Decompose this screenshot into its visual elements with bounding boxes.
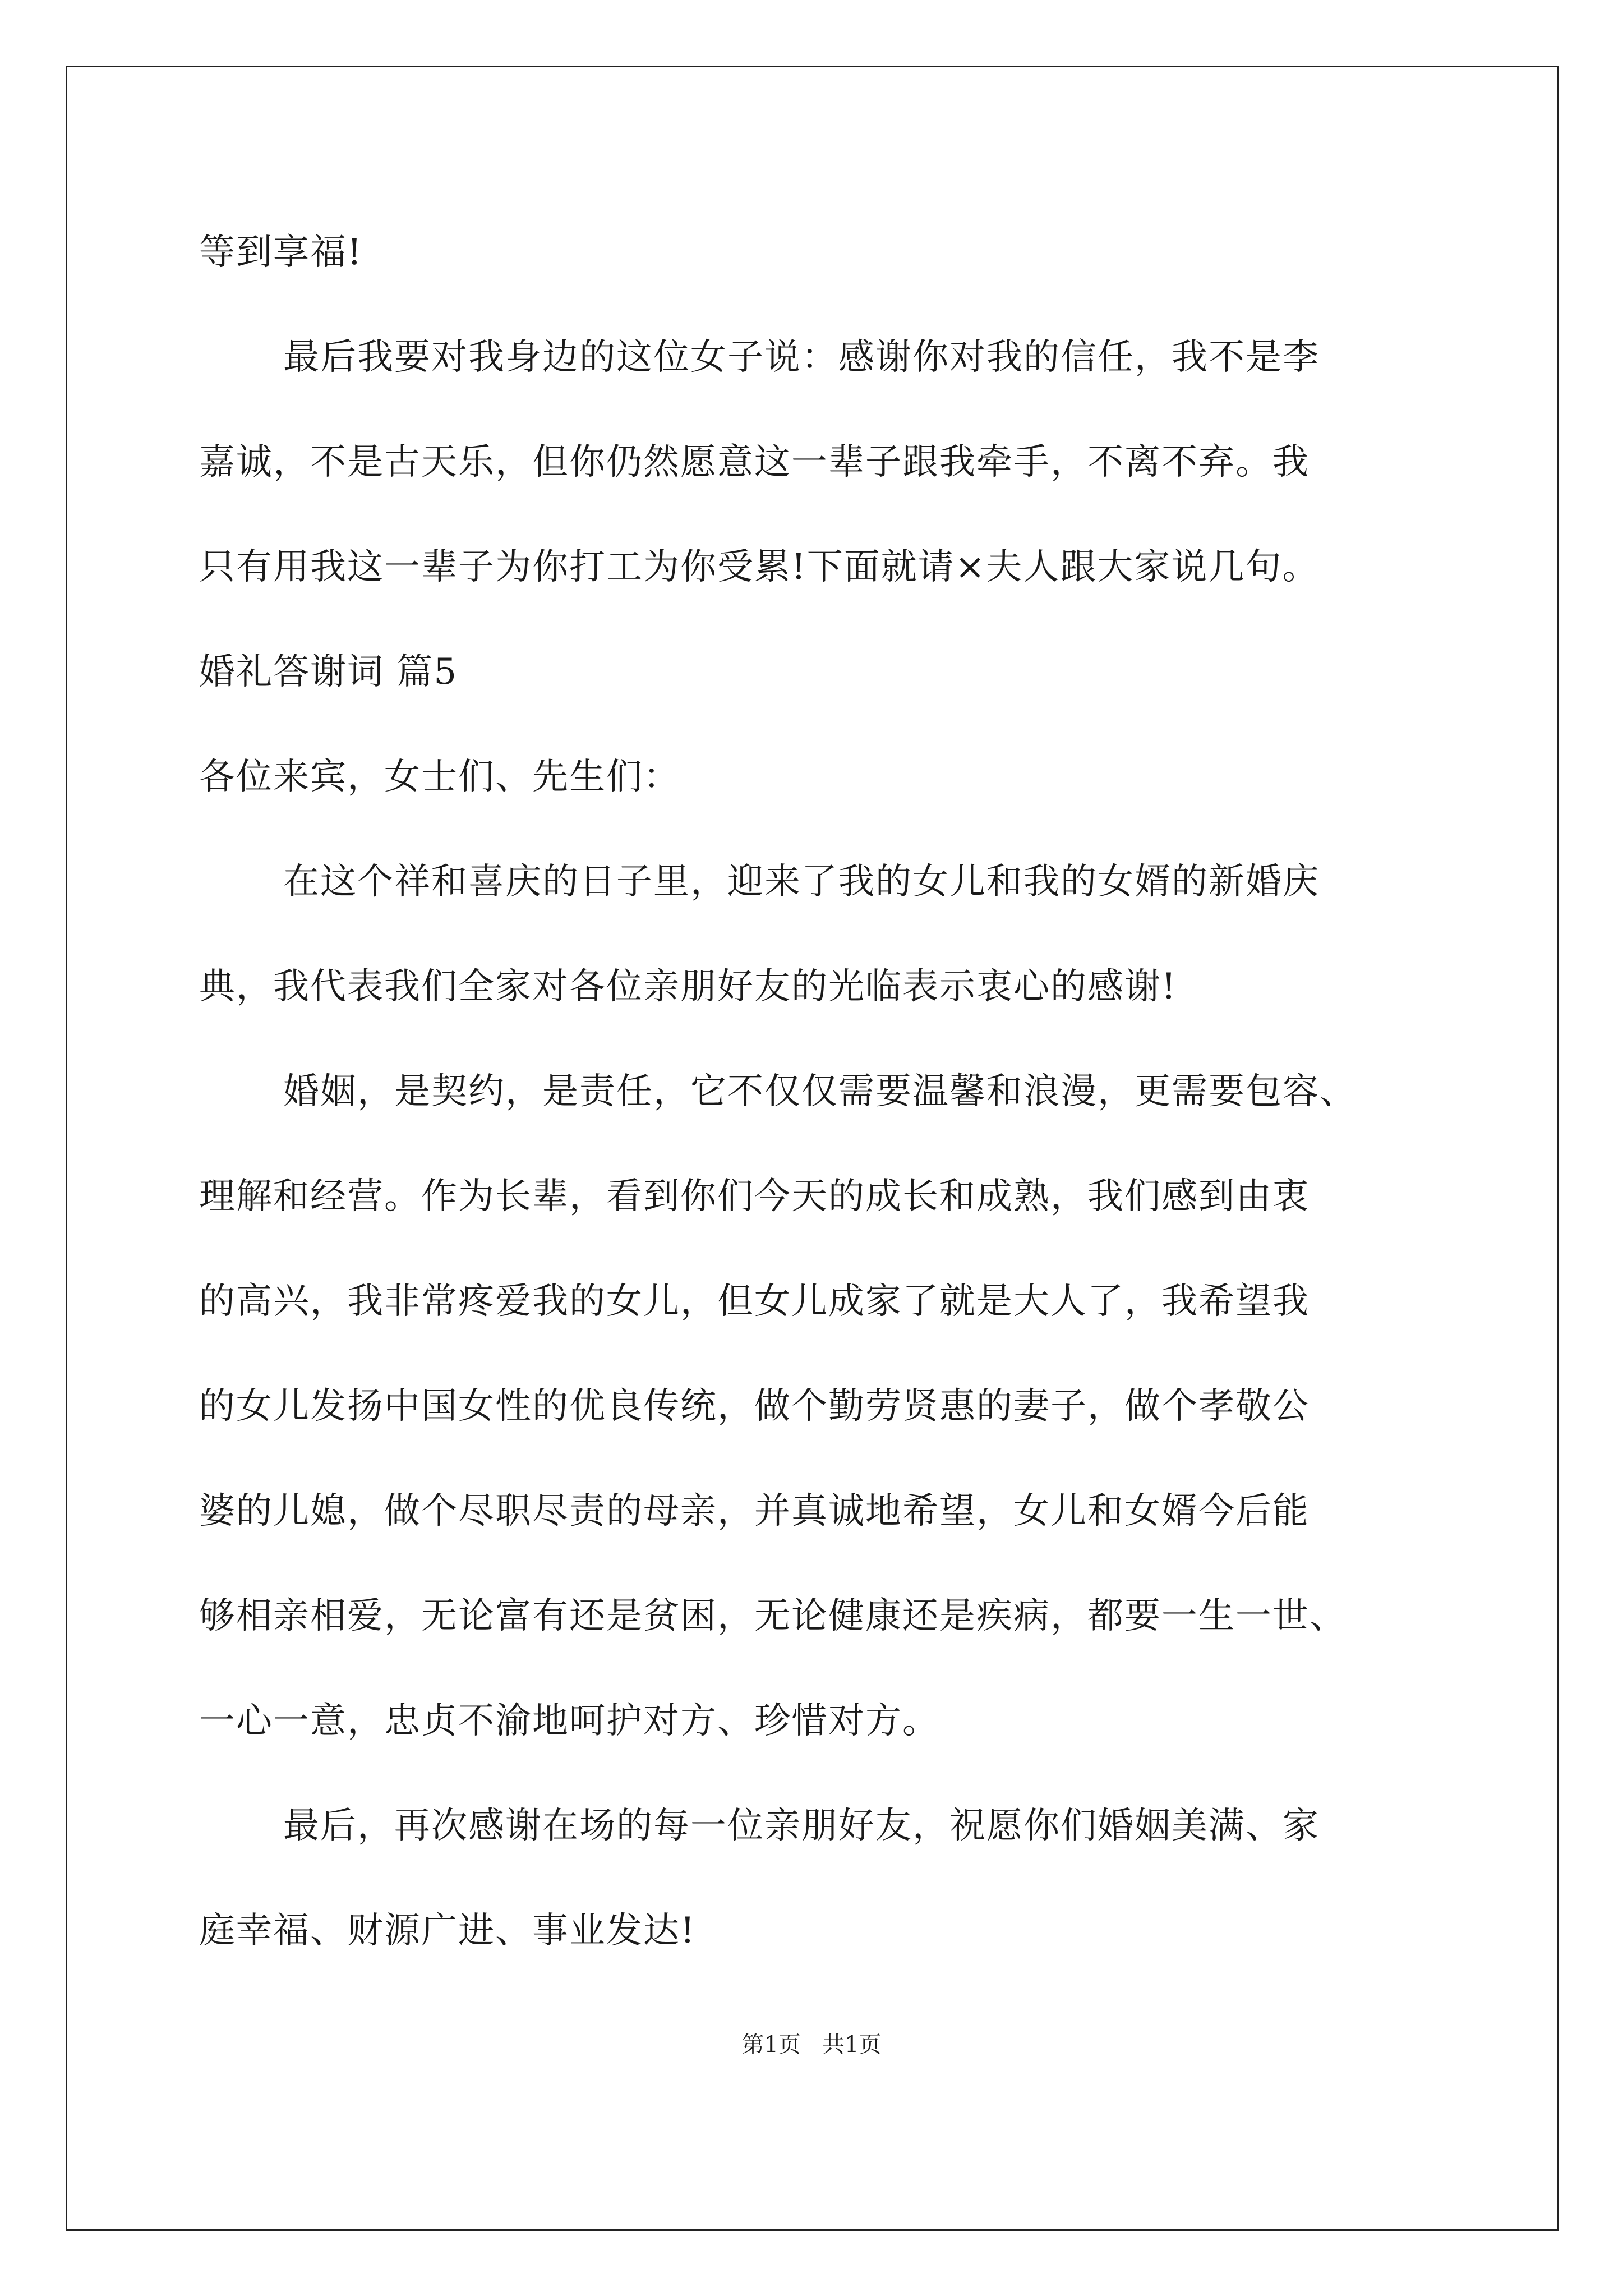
salutation: 各位来宾，女士们、先生们： bbox=[199, 756, 680, 798]
text-line: 典，我代表我们全家对各位亲朋好友的光临表示衷心的感谢! bbox=[199, 966, 1177, 1007]
page-number-footer: 第1页 共1页 bbox=[741, 2032, 882, 2058]
section-heading: 婚礼答谢词 篇5 bbox=[199, 651, 458, 693]
text-line: 理解和经营。作为长辈，看到你们今天的成长和成熟，我们感到由衷 bbox=[199, 1176, 1310, 1217]
text-line: 最后，再次感谢在场的每一位亲朋好友，祝愿你们婚姻美满、家 bbox=[283, 1805, 1320, 1847]
text-line: 的高兴，我非常疼爱我的女儿，但女儿成家了就是大人了，我希望我 bbox=[199, 1281, 1310, 1322]
text-line: 一心一意，忠贞不渝地呵护对方、珍惜对方。 bbox=[199, 1700, 939, 1742]
text-line: 婚姻，是契约，是责任，它不仅仅需要温馨和浪漫，更需要包容、 bbox=[283, 1071, 1357, 1112]
text-line: 最后我要对我身边的这位女子说：感谢你对我的信任，我不是李 bbox=[283, 337, 1320, 378]
text-line: 只有用我这一辈子为你打工为你受累!下面就请×夫人跟大家说几句。 bbox=[199, 546, 1320, 588]
text-line: 嘉诚，不是古天乐，但你仍然愿意这一辈子跟我牵手，不离不弃。我 bbox=[199, 441, 1310, 483]
text-line: 在这个祥和喜庆的日子里，迎来了我的女儿和我的女婿的新婚庆 bbox=[283, 861, 1320, 903]
document-body bbox=[199, 219, 1461, 2002]
text-line: 庭幸福、财源广进、事业发达! bbox=[199, 1910, 696, 1952]
text-line: 婆的儿媳，做个尽职尽责的母亲，并真诚地希望，女儿和女婿今后能 bbox=[199, 1490, 1310, 1532]
text-line: 的女儿发扬中国女性的优良传统，做个勤劳贤惠的妻子，做个孝敬公 bbox=[199, 1386, 1310, 1427]
text-line: 等到享福! bbox=[199, 232, 363, 273]
text-line: 够相亲相爱，无论富有还是贫困，无论健康还是疾病，都要一生一世、 bbox=[199, 1595, 1347, 1637]
